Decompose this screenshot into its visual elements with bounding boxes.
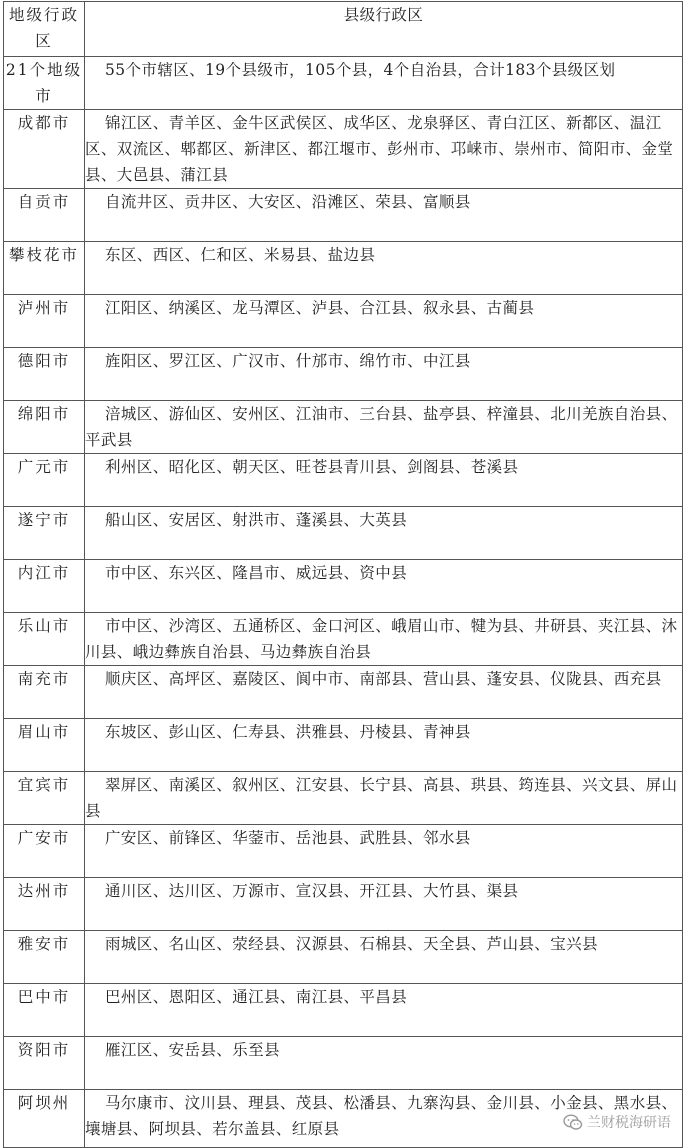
- header-county-cell: 县级行政区: [85, 2, 683, 57]
- county-list-cell: 船山区、安居区、射洪市、蓬溪县、大英县: [85, 507, 683, 560]
- county-list-cell: 东坡区、彭山区、仁寿县、洪雅县、丹棱县、青神县: [85, 719, 683, 772]
- table-row: [4, 719, 683, 772]
- county-list-cell: 雁江区、安岳县、乐至县: [85, 1037, 683, 1090]
- header-row: [4, 2, 683, 57]
- table-row: [4, 189, 683, 242]
- prefecture-name-cell: 雅安市: [4, 931, 85, 984]
- county-list-cell: 自流井区、贡井区、大安区、沿滩区、荣县、富顺县: [85, 189, 683, 242]
- prefecture-name-cell: 资阳市: [4, 1037, 85, 1090]
- summary-text-cell: 55个市辖区、19个县级市，105个县，4个自治县，合计183个县级区划: [85, 57, 683, 110]
- watermark-text: 兰财税海研语: [587, 1115, 671, 1131]
- header-prefecture-cell: 地级行政区: [4, 2, 85, 57]
- table-row: [4, 454, 683, 507]
- county-list-cell: 翠屏区、南溪区、叙州区、江安县、长宁县、高县、珙县、筠连县、兴文县、屏山县: [85, 772, 683, 825]
- table-row: [4, 613, 683, 666]
- prefecture-name-cell: 泸州市: [4, 295, 85, 348]
- county-list-cell: 市中区、沙湾区、五通桥区、金口河区、峨眉山市、犍为县、井研县、夹江县、沐川县、峨边彝族自治县、马边彝族自治县: [85, 613, 683, 666]
- county-list-cell: 东区、西区、仁和区、米易县、盐边县: [85, 242, 683, 295]
- table-row: [4, 931, 683, 984]
- county-list-cell: 顺庆区、高坪区、嘉陵区、阆中市、南部县、营山县、蓬安县、仪陇县、西充县: [85, 666, 683, 719]
- prefecture-name-cell: 攀枝花市: [4, 242, 85, 295]
- prefecture-name-cell: 南充市: [4, 666, 85, 719]
- county-list-cell: 市中区、东兴区、隆昌市、威远县、资中县: [85, 560, 683, 613]
- prefecture-name-cell: 遂宁市: [4, 507, 85, 560]
- table-row: [4, 401, 683, 454]
- county-list-cell: 广安区、前锋区、华蓥市、岳池县、武胜县、邻水县: [85, 825, 683, 878]
- table-row: [4, 242, 683, 295]
- table-row: [4, 560, 683, 613]
- table-row: [4, 984, 683, 1037]
- table-row: [4, 878, 683, 931]
- county-list-cell: 涪城区、游仙区、安州区、江油市、三台县、盐亭县、梓潼县、北川羌族自治县、平武县: [85, 401, 683, 454]
- prefecture-name-cell: 广元市: [4, 454, 85, 507]
- table-row: [4, 110, 683, 189]
- prefecture-name-cell: 达州市: [4, 878, 85, 931]
- prefecture-name-cell: 内江市: [4, 560, 85, 613]
- prefecture-name-cell: 巴中市: [4, 984, 85, 1037]
- table-row: [4, 772, 683, 825]
- table-body: [4, 2, 683, 1148]
- prefecture-name-cell: 成都市: [4, 110, 85, 189]
- county-list-cell: 通川区、达川区、万源市、宣汉县、开江县、大竹县、渠县: [85, 878, 683, 931]
- prefecture-name-cell: 宜宾市: [4, 772, 85, 825]
- summary-city-cell: 21个地级市: [4, 57, 85, 110]
- prefecture-name-cell: 眉山市: [4, 719, 85, 772]
- table-row: [4, 825, 683, 878]
- table-row: [4, 295, 683, 348]
- county-list-cell: 旌阳区、罗江区、广汉市、什邡市、绵竹市、中江县: [85, 348, 683, 401]
- table-row: [4, 348, 683, 401]
- county-list-cell: 江阳区、纳溪区、龙马潭区、泸县、合江县、叙永县、古蔺县: [85, 295, 683, 348]
- wechat-icon: [563, 1114, 583, 1131]
- county-list-cell: 雨城区、名山区、荥经县、汉源县、石棉县、天全县、芦山县、宝兴县: [85, 931, 683, 984]
- county-list-cell: 利州区、昭化区、朝天区、旺苍县青川县、剑阁县、苍溪县: [85, 454, 683, 507]
- county-list-cell: 马尔康市、汶川县、理县、茂县、松潘县、九寨沟县、金川县、小金县、黑水县、壤塘县、阿坝县、若尔盖县、红原县: [85, 1090, 683, 1148]
- prefecture-name-cell: 德阳市: [4, 348, 85, 401]
- prefecture-name-cell: 绵阳市: [4, 401, 85, 454]
- admin-division-table: [3, 1, 683, 1148]
- prefecture-name-cell: 阿坝州: [4, 1090, 85, 1148]
- summary-row: [4, 57, 683, 110]
- prefecture-name-cell: 自贡市: [4, 189, 85, 242]
- prefecture-name-cell: 广安市: [4, 825, 85, 878]
- prefecture-name-cell: 乐山市: [4, 613, 85, 666]
- county-list-cell: 巴州区、恩阳区、通江县、南江县、平昌县: [85, 984, 683, 1037]
- table-row: [4, 666, 683, 719]
- county-list-cell: 锦江区、青羊区、金牛区武侯区、成华区、龙泉驿区、青白江区、新都区、温江区、双流区、郫都区、新津区、都江堰市、彭州市、邛崃市、崇州市、简阳市、金堂县、大邑县、蒲江县: [85, 110, 683, 189]
- watermark: [561, 1112, 673, 1132]
- table-row: [4, 1037, 683, 1090]
- table-row: [4, 507, 683, 560]
